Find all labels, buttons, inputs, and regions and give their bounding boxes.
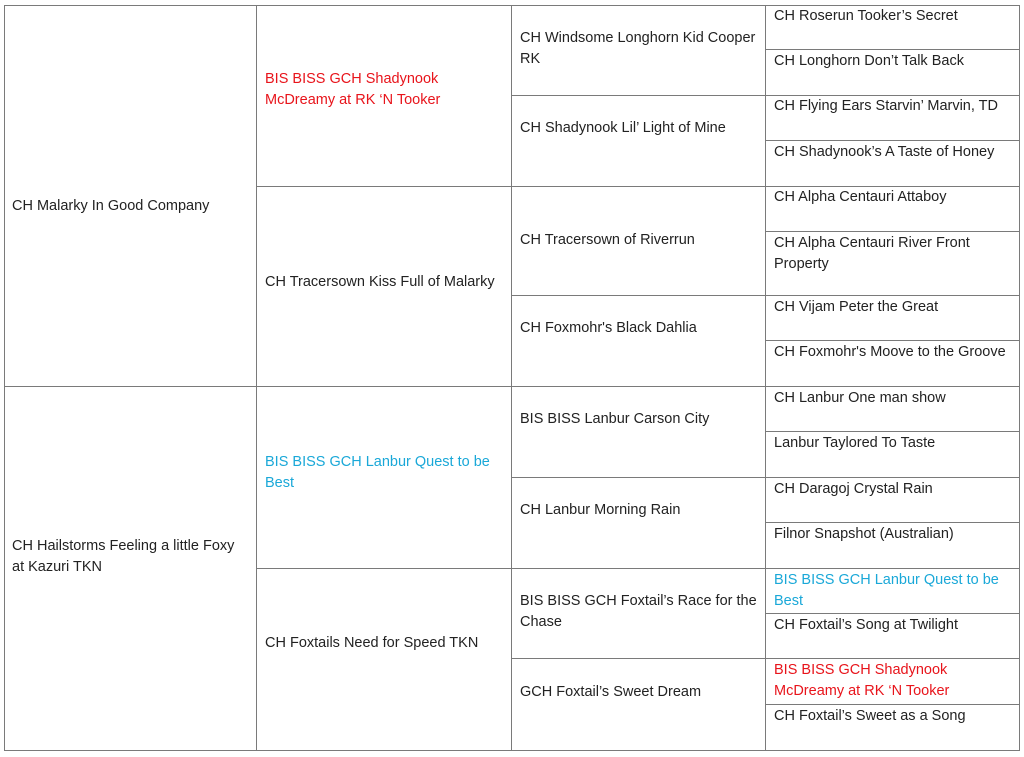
gen2-entry: CH Tracersown Kiss Full of Malarky (265, 274, 495, 290)
gen3-entry: CH Tracersown of Riverrun (520, 232, 695, 248)
grid-line (4, 386, 1020, 387)
gen1-dam: CH Hailstorms Feeling a little Foxy at Kazuri TKN (12, 538, 235, 575)
grid-line (765, 522, 1020, 523)
gen4-entry: CH Lanbur One man show (774, 390, 946, 406)
gen4-entry: CH Daragoj Crystal Rain (774, 481, 933, 497)
gen3-entry: CH Windsome Longhorn Kid Cooper RK (520, 30, 756, 67)
gen3-entry: BIS BISS Lanbur Carson City (520, 411, 710, 427)
gen4-entry: CH Shadynook’s A Taste of Honey (774, 144, 995, 160)
grid-line (511, 295, 1020, 296)
grid-line (765, 140, 1020, 141)
gen4-entry: CH Foxtail’s Sweet as a Song (774, 708, 966, 724)
grid-line (511, 477, 1020, 478)
gen4-entry: CH Roserun Tooker’s Secret (774, 8, 958, 24)
grid-line (511, 5, 512, 751)
gen3-entry: BIS BISS GCH Foxtail’s Race for the Chase (520, 593, 757, 630)
grid-line (765, 49, 1020, 50)
grid-line (765, 704, 1020, 705)
gen4-entry: CH Flying Ears Starvin’ Marvin, TD (774, 98, 998, 114)
gen3-entry: GCH Foxtail’s Sweet Dream (520, 684, 702, 700)
gen4-entry: CH Alpha Centauri Attaboy (774, 189, 947, 205)
grid-line (4, 750, 1020, 751)
gen4-entry: CH Foxtail’s Song at Twilight (774, 617, 959, 633)
gen1-sire: CH Malarky In Good Company (12, 198, 210, 214)
gen2-entry: BIS BISS GCH Shadynook McDreamy at RK ‘N Tooker (265, 71, 441, 108)
grid-line (256, 568, 1020, 569)
grid-line (765, 231, 1020, 232)
gen3-entry: CH Foxmohr's Black Dahlia (520, 320, 697, 336)
gen4-entry: BIS BISS GCH Lanbur Quest to be Best (774, 572, 999, 609)
gen2-entry: CH Foxtails Need for Speed TKN (265, 635, 479, 651)
gen4-entry: CH Vijam Peter the Great (774, 299, 939, 315)
grid-line (765, 340, 1020, 341)
grid-line (765, 613, 1020, 614)
gen4-entry: CH Alpha Centauri River Front Property (774, 235, 970, 272)
gen2-entry: BIS BISS GCH Lanbur Quest to be Best (265, 454, 490, 491)
gen4-entry: Lanbur Taylored To Taste (774, 435, 936, 451)
gen3-entry: CH Shadynook Lil’ Light of Mine (520, 120, 726, 136)
grid-line (4, 5, 5, 751)
grid-line (1019, 5, 1020, 751)
gen4-entry: CH Longhorn Don’t Talk Back (774, 53, 964, 69)
gen4-entry: CH Foxmohr's Moove to the Groove (774, 344, 1006, 360)
gen3-entry: CH Lanbur Morning Rain (520, 502, 681, 518)
grid-line (765, 431, 1020, 432)
gen4-entry: BIS BISS GCH Shadynook McDreamy at RK ‘N Tooker (774, 662, 950, 699)
gen4-entry: Filnor Snapshot (Australian) (774, 526, 954, 542)
grid-line (511, 658, 1020, 659)
